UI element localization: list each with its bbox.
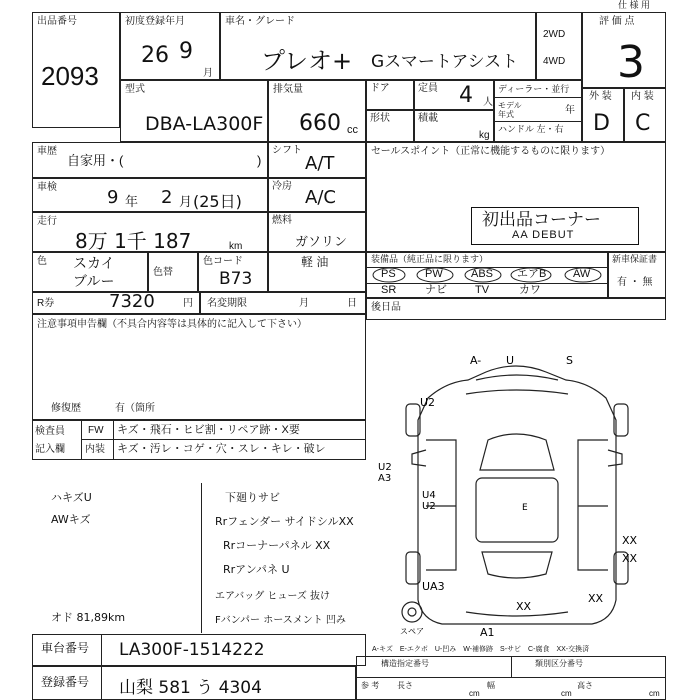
load-kg: kg <box>479 130 490 141</box>
interior-label: 内 装 <box>631 91 654 102</box>
capacity-cell <box>414 80 494 110</box>
mileage-label: 走行 <box>37 216 57 227</box>
model-label: 型式 <box>125 84 145 95</box>
debut-badge <box>471 207 639 245</box>
inspection-label: 車検 <box>37 182 57 193</box>
lot-label: 出品番号 <box>37 16 77 27</box>
notes-cell <box>32 314 366 420</box>
note-right-5: エアバッグ ヒューズ 抜け <box>215 591 331 602</box>
exterior-label: 外 装 <box>589 91 612 102</box>
length-label: 長さ <box>397 681 413 690</box>
ac-cell <box>268 178 366 212</box>
mark-u2-left: U2 A3 <box>378 462 392 484</box>
shape-label: 形状 <box>370 113 390 124</box>
load-label: 積載 <box>418 113 438 124</box>
capacity-value: 4 <box>459 83 473 108</box>
repair-value: 有（箇所 <box>115 403 155 414</box>
debut-title: 初出品コーナー <box>482 210 601 229</box>
mileage-cell <box>32 212 268 252</box>
width-label: 幅 <box>487 681 495 690</box>
first-reg-year: 26 <box>141 43 169 68</box>
note-right-2: Rrフェンダー サイドシルXX <box>215 515 354 528</box>
chassis-cell <box>32 634 366 666</box>
first-reg-cell <box>120 12 220 80</box>
capacity-unit: 人 <box>483 97 493 108</box>
usage-close: ) <box>257 153 262 168</box>
inspection-month: 2 <box>161 187 173 208</box>
mark-a1: A1 <box>480 626 495 639</box>
car-name: プレオ+ <box>261 47 353 75</box>
recycle-amount: 7320 <box>109 291 155 312</box>
notes-label: 注意事項申告欄（不具合内容等は具体的に記入して下さい） <box>37 319 307 330</box>
mark-ua3: UA3 <box>422 580 445 593</box>
sales-point-label: セールスポイント（正常に機能するものに限ります） <box>371 146 611 157</box>
car-name-label: 車名・グレード <box>225 16 295 27</box>
handle-label: ハンドル 左・右 <box>498 124 564 134</box>
inspection-day: (25日) <box>193 192 242 211</box>
displacement-label: 排気量 <box>273 84 303 95</box>
category-label: 類別区分番号 <box>535 659 583 668</box>
recycle-label: R券 <box>37 298 55 309</box>
note-right-1: 下廻りサビ <box>225 491 280 504</box>
color-label: 色 <box>37 256 47 267</box>
height-cm: cm <box>649 689 660 698</box>
structure-label: 構造指定番号 <box>381 659 429 668</box>
interior-items: キズ・汚レ・コゲ・穴・スレ・キレ・破レ <box>117 443 326 455</box>
mark-u4: U4 U2 <box>422 490 436 512</box>
height-label: 高さ <box>577 681 593 690</box>
length-cm: cm <box>469 689 480 698</box>
note-right-6: Fバンパー ホースメント 凹み <box>215 615 346 626</box>
model-year-label: モデル 年式 <box>498 101 522 119</box>
inspector-cell <box>32 420 366 460</box>
width-cm: cm <box>561 689 572 698</box>
lot-cell <box>32 12 120 128</box>
load-cell <box>414 110 494 142</box>
fuel-value: ガソリン <box>295 235 348 250</box>
equip-aw: AW <box>573 268 591 280</box>
mark-xx-1: XX <box>622 534 638 547</box>
equipment-label: 装備品（純正品に限ります） <box>371 254 489 264</box>
note-left-2: AWキズ <box>51 513 91 526</box>
door-label: ドア <box>370 83 390 94</box>
fuel-cell <box>268 212 366 252</box>
color-code-cell <box>198 252 268 292</box>
recycle-cell <box>32 292 200 314</box>
model-cell <box>120 80 268 142</box>
chassis-value: LA300F-1514222 <box>119 640 265 660</box>
equip-sr: SR <box>381 284 397 296</box>
cc-unit: cc <box>347 124 358 136</box>
dealer-label: ディーラー・並行 <box>498 84 570 94</box>
displacement-cell <box>268 80 366 142</box>
name-change-label: 名変期限 <box>207 298 247 309</box>
inspection-year-unit: 年 <box>125 194 139 209</box>
first-reg-label: 初度登録年月 <box>125 16 185 27</box>
exterior-cell <box>582 88 624 142</box>
color-code-label: 色コード <box>203 256 243 267</box>
name-change-cell <box>200 292 366 314</box>
mark-e: E <box>522 503 528 513</box>
equip-abs: ABS <box>471 268 494 280</box>
mark-u2-top: U2 <box>420 396 436 409</box>
plate-value: 山梨 581 う 4304 <box>119 678 262 698</box>
score-cell <box>582 12 666 88</box>
inspection-cell <box>32 178 268 212</box>
aftermarket-cell <box>366 298 666 320</box>
color-cell <box>32 252 148 292</box>
warranty-value: 有 ・ 無 <box>617 277 653 288</box>
car-name-cell <box>220 12 536 80</box>
inspection-month-unit: 月 <box>179 194 193 209</box>
warranty-label: 新車保証書 <box>612 254 658 264</box>
drive-2wd: 2WD <box>543 29 566 40</box>
inspection-year: 9 <box>107 187 119 208</box>
mileage-value: 8万 1千 187 <box>75 229 192 253</box>
mileage-unit: km <box>229 241 243 252</box>
warranty-cell <box>608 252 666 298</box>
equip-pw: PW <box>425 268 443 280</box>
first-reg-month: 9 <box>179 39 193 64</box>
repair-label: 修復歴 <box>51 403 81 414</box>
recycle-yen: 円 <box>183 298 193 309</box>
shift-value: A/T <box>305 153 335 174</box>
score-label: 評 価 点 <box>599 16 635 27</box>
fuel-option: 軽 油 <box>301 255 329 269</box>
color-code: B73 <box>219 269 253 289</box>
car-grade: Gスマートアシスト <box>371 52 519 72</box>
handwritten-area <box>32 460 366 632</box>
lot-number: 2093 <box>41 61 99 91</box>
equip-navi: ナビ <box>425 284 447 296</box>
equip-circles <box>367 267 607 283</box>
equip-airbag: エアB <box>517 268 547 280</box>
corner-text: 仕 様 用 <box>618 0 651 10</box>
aftermarket-label: 後日品 <box>371 302 401 313</box>
mark-u: U <box>506 354 515 367</box>
exterior-grade: D <box>593 111 610 136</box>
plate-label: 登録番号 <box>41 675 90 689</box>
ref-label: 参 考 <box>361 681 380 690</box>
damage-legend: A-キズ E-エクボ U-凹み W-補修跡 S-サビ C-腐食 XX-交換済 <box>372 646 590 653</box>
note-right-3: Rrコーナーパネル XX <box>223 539 331 552</box>
equip-ps: PS <box>381 268 396 280</box>
interior-grade: C <box>635 111 651 136</box>
displacement-value: 660 <box>299 111 341 136</box>
usage-value: 自家用・( <box>67 153 124 168</box>
shift-cell <box>268 142 366 178</box>
interior-cell <box>624 88 666 142</box>
drive-4wd: 4WD <box>543 56 566 67</box>
mark-spare: スペア <box>400 627 424 636</box>
fuel-label: 燃料 <box>272 215 292 226</box>
equipment-cell <box>366 252 608 298</box>
model-value: DBA-LA300F <box>145 113 264 135</box>
month-unit: 月 <box>203 68 213 79</box>
mark-a: A- <box>470 354 482 367</box>
equip-tv: TV <box>475 284 490 296</box>
entry-label: 記入欄 <box>35 444 65 455</box>
usage-label: 車歴 <box>37 146 57 157</box>
note-right-4: Rrアンパネ U <box>223 563 290 576</box>
dealer-cell <box>494 80 582 142</box>
usage-cell <box>32 142 268 178</box>
shift-label-text: シフト <box>272 145 302 156</box>
fw-label: FW <box>88 425 104 436</box>
score-value: 3 <box>617 37 645 88</box>
equip-leather: カワ <box>519 284 541 296</box>
shape-cell <box>366 110 414 142</box>
mark-s: S <box>566 354 573 367</box>
car-diagram <box>366 320 666 640</box>
ac-value: A/C <box>305 187 336 208</box>
note-left-1: ハキズU <box>51 491 92 504</box>
color-change-cell <box>148 252 198 292</box>
spec-cell <box>356 656 666 700</box>
mark-xx-4: XX <box>588 592 604 605</box>
year-unit: 年 <box>565 105 575 116</box>
debut-sub: AA DEBUT <box>512 229 575 241</box>
fw-items: キズ・飛石・ヒビ割・リペア跡・X要 <box>117 424 300 436</box>
name-change-day: 日 <box>347 298 357 309</box>
name-change-month: 月 <box>299 298 309 309</box>
plate-cell <box>32 666 356 700</box>
inspector-label: 検査員 <box>35 426 65 437</box>
note-left-3: オド 81,89km <box>51 611 126 624</box>
mark-xx-2: XX <box>622 552 638 565</box>
sales-point-cell <box>366 142 666 252</box>
fuel-option-cell <box>268 252 366 292</box>
mark-xx-3: XX <box>516 600 532 613</box>
ac-label: 冷房 <box>272 181 292 192</box>
capacity-label: 定員 <box>418 83 438 94</box>
color-value: スカイ ブルー <box>73 256 115 290</box>
chassis-label: 車台番号 <box>41 641 90 655</box>
door-cell <box>366 80 414 110</box>
color-change-label: 色替 <box>153 267 173 278</box>
interior-row-label: 内装 <box>85 444 105 455</box>
drive-cell <box>536 12 582 80</box>
